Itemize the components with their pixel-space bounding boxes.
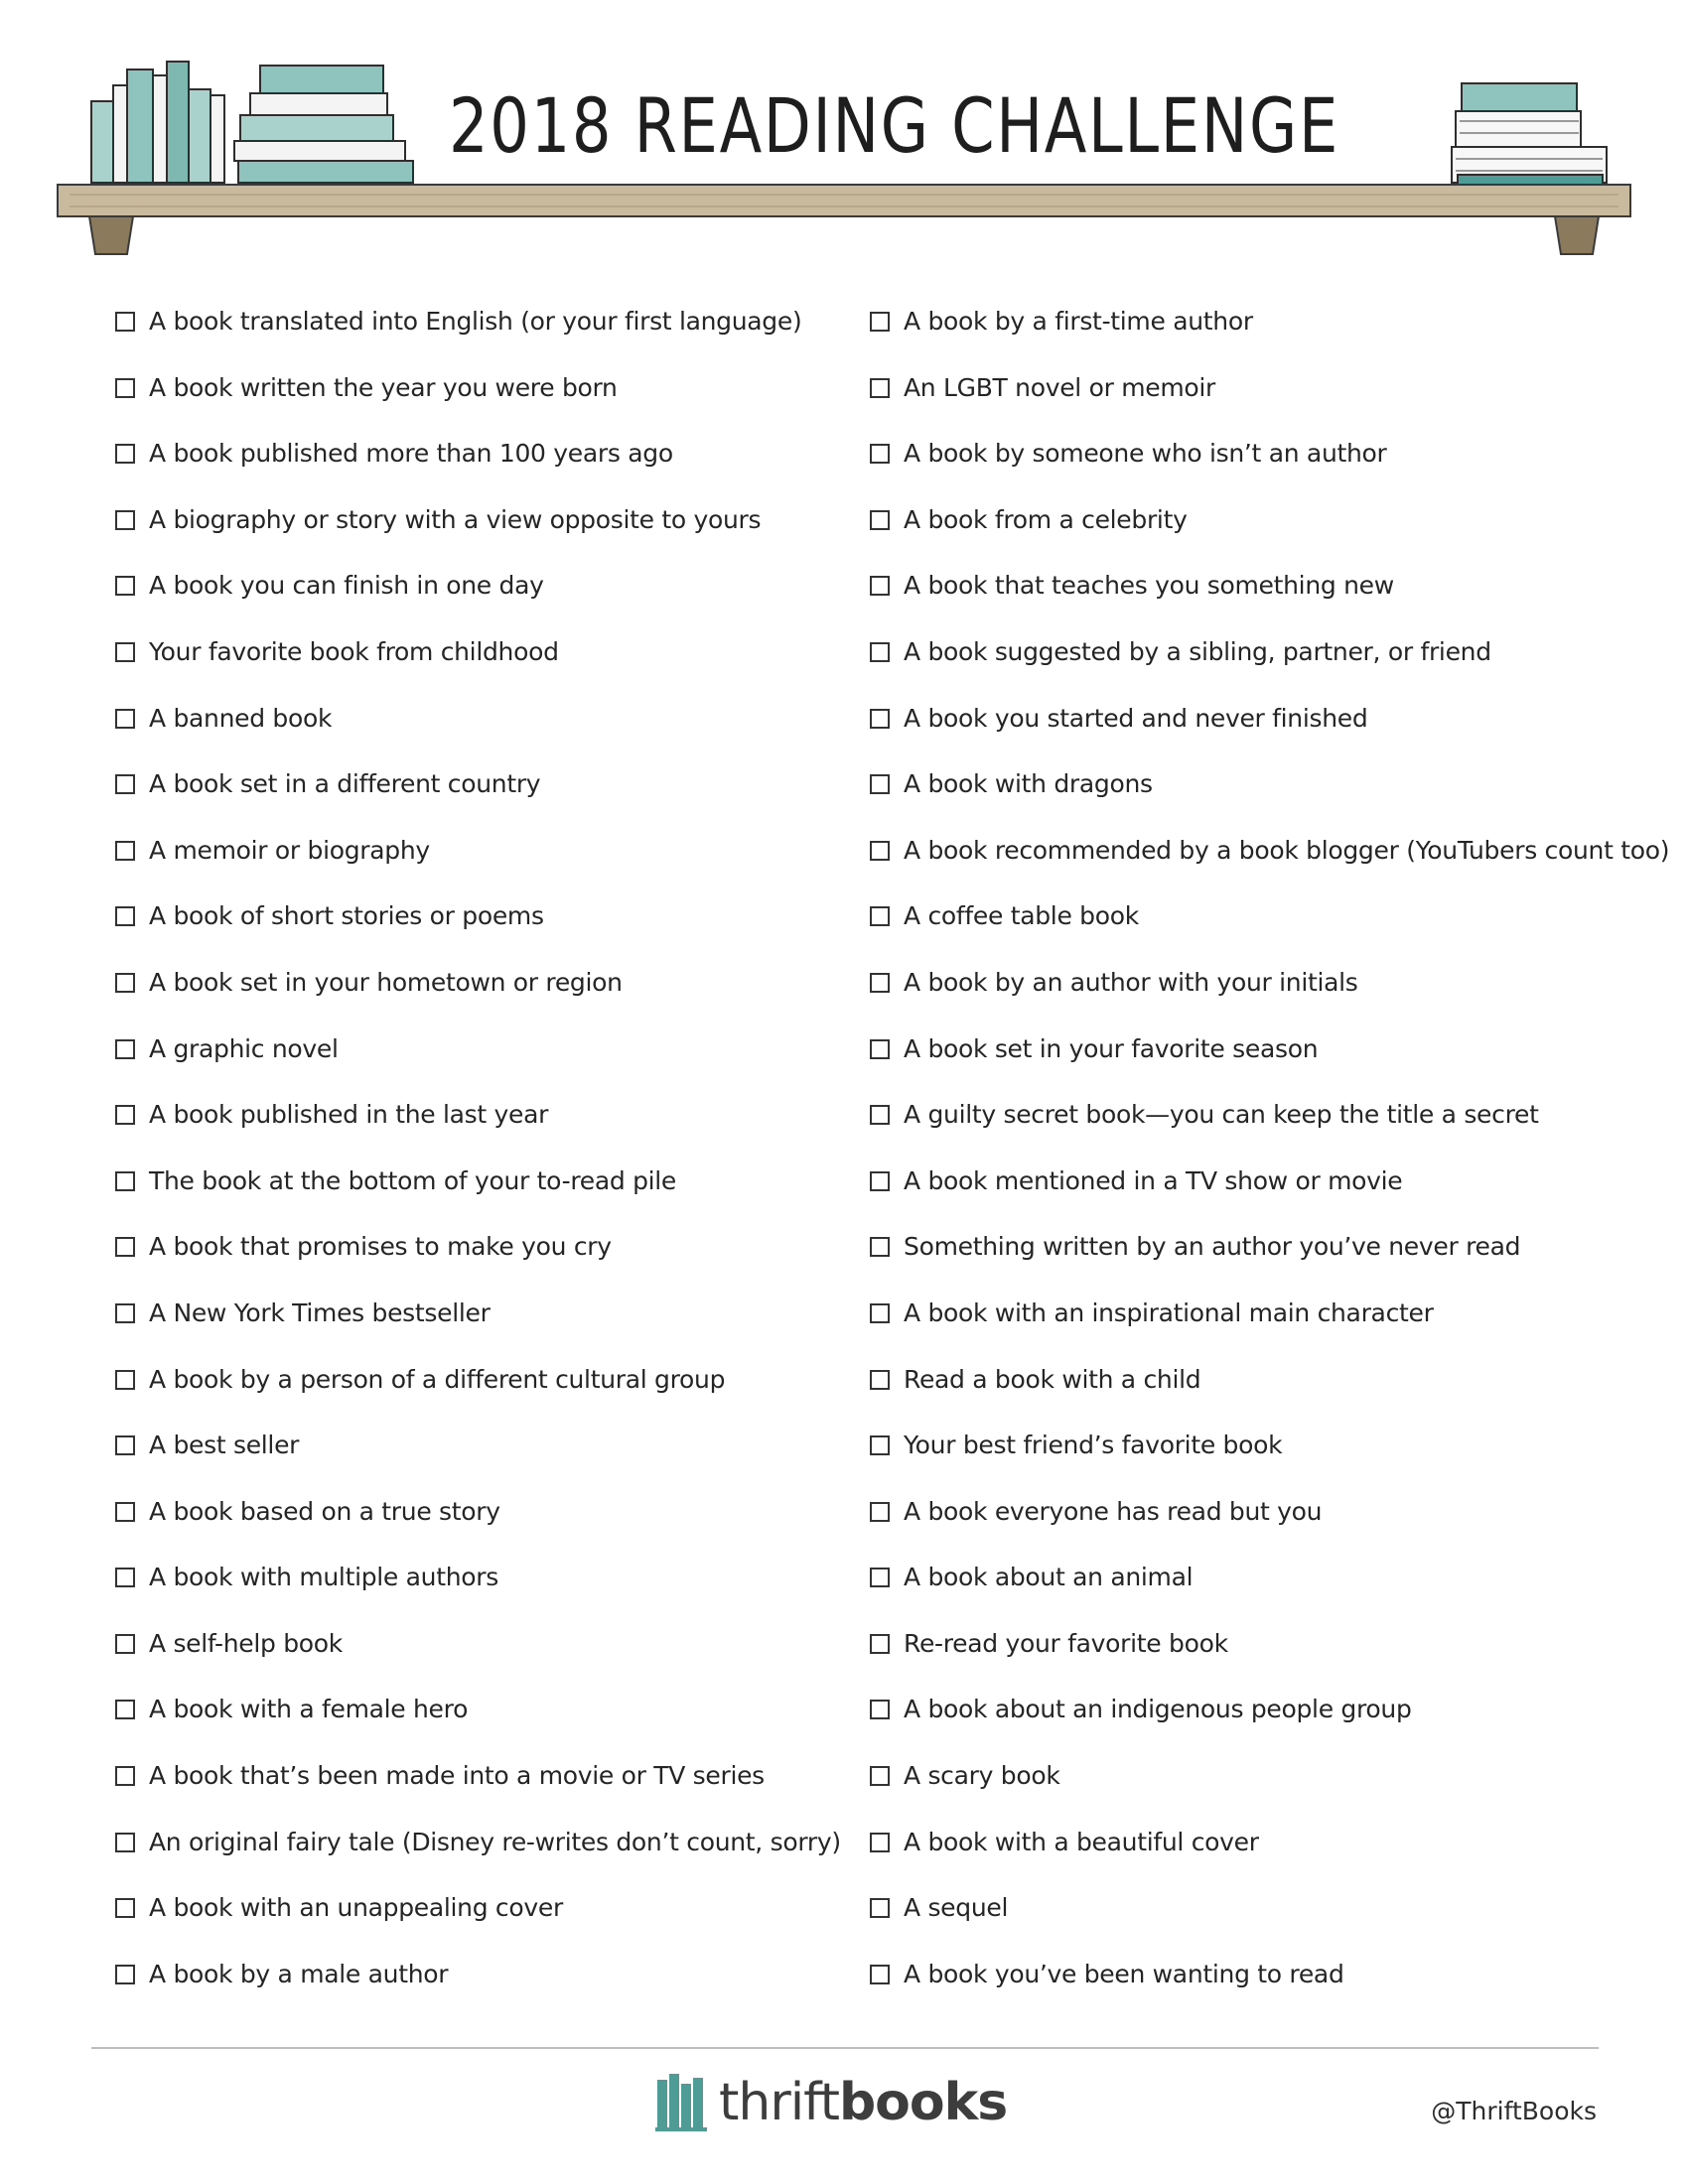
checklist-item-label: A book that promises to make you cry bbox=[149, 1232, 612, 1262]
checklist-item bbox=[115, 1750, 870, 1817]
checklist-item bbox=[870, 1684, 1624, 1750]
checklist-item-label: A book you started and never finished bbox=[904, 703, 1368, 733]
checkbox[interactable] bbox=[870, 1898, 890, 1918]
checkbox[interactable] bbox=[870, 1634, 890, 1654]
checklist-item-label: Read a book with a child bbox=[904, 1364, 1201, 1394]
checklist-item-label: A book by a person of a different cultural group bbox=[149, 1364, 726, 1394]
checkbox[interactable] bbox=[115, 709, 135, 729]
checklist-item-label: A coffee table book bbox=[904, 901, 1139, 931]
checklist-item bbox=[115, 1486, 870, 1553]
checklist-item-label: A scary book bbox=[904, 1761, 1060, 1791]
checklist-item bbox=[870, 428, 1624, 494]
checklist-item-label: A book you can finish in one day bbox=[149, 571, 544, 601]
checklist-item bbox=[115, 1420, 870, 1486]
checklist-item bbox=[870, 1221, 1624, 1288]
checkbox[interactable] bbox=[870, 1833, 890, 1852]
checklist-item-label: A book everyone has read but you bbox=[904, 1496, 1323, 1526]
checkbox[interactable] bbox=[115, 1965, 135, 1984]
checklist-item-label: A book set in a different country bbox=[149, 769, 541, 799]
checkbox[interactable] bbox=[115, 1039, 135, 1059]
checkbox[interactable] bbox=[115, 1105, 135, 1125]
checkbox[interactable] bbox=[870, 312, 890, 332]
checkbox[interactable] bbox=[115, 1766, 135, 1786]
checkbox[interactable] bbox=[115, 1502, 135, 1522]
stacked-books-right bbox=[1452, 83, 1607, 185]
checklist-item-label: A book you’ve been wanting to read bbox=[904, 1959, 1344, 1988]
checklist-item-label: A sequel bbox=[904, 1893, 1009, 1923]
checkbox[interactable] bbox=[115, 906, 135, 926]
checkbox[interactable] bbox=[870, 378, 890, 398]
checklist-item bbox=[870, 1156, 1624, 1222]
checklist-item-label: A book by a male author bbox=[149, 1959, 449, 1988]
checklist-item bbox=[115, 1552, 870, 1618]
checkbox[interactable] bbox=[870, 510, 890, 530]
checkbox[interactable] bbox=[870, 1700, 890, 1719]
checkbox[interactable] bbox=[870, 1039, 890, 1059]
checklist-item-label: A self-help book bbox=[149, 1628, 343, 1658]
checkbox[interactable] bbox=[870, 642, 890, 662]
checklist-item-label: Your best friend’s favorite book bbox=[904, 1431, 1283, 1460]
social-handle: @ThriftBooks bbox=[1431, 2097, 1597, 2125]
checklist-item bbox=[115, 494, 870, 561]
checklist-item bbox=[115, 560, 870, 626]
checkbox[interactable] bbox=[115, 841, 135, 861]
checklist-item-label: A book from a celebrity bbox=[904, 504, 1188, 534]
checklist-item bbox=[870, 825, 1670, 891]
checklist-item bbox=[115, 825, 870, 891]
checklist-item-label: A book suggested by a sibling, partner, or friend bbox=[904, 636, 1491, 666]
checklist-item bbox=[870, 1024, 1624, 1090]
checklist-item bbox=[115, 1817, 870, 1883]
checklist-item bbox=[870, 1420, 1624, 1486]
checkbox[interactable] bbox=[870, 1965, 890, 1984]
checklist-item-label: A book recommended by a book blogger (YouTubers count too) bbox=[904, 835, 1670, 865]
checklist-item bbox=[870, 1354, 1624, 1421]
books-logo-icon bbox=[655, 2074, 709, 2131]
checklist-item bbox=[870, 758, 1624, 825]
checkbox[interactable] bbox=[115, 1370, 135, 1390]
checklist-right-column bbox=[870, 296, 1670, 2014]
checkbox[interactable] bbox=[870, 1766, 890, 1786]
checklist-item bbox=[870, 1750, 1624, 1817]
checkbox[interactable] bbox=[870, 1105, 890, 1125]
checklist-item-label: A banned book bbox=[149, 703, 333, 733]
checkbox[interactable] bbox=[115, 1171, 135, 1191]
checklist-item bbox=[870, 296, 1624, 362]
checklist-item-label: Something written by an author you’ve never read bbox=[904, 1232, 1521, 1262]
checklist-item-label: Re-read your favorite book bbox=[904, 1628, 1228, 1658]
checklist-item bbox=[115, 1354, 870, 1421]
checklist-item bbox=[870, 890, 1624, 957]
checkbox[interactable] bbox=[115, 1568, 135, 1587]
checklist-item bbox=[115, 1949, 870, 2015]
checkbox[interactable] bbox=[870, 1502, 890, 1522]
checklist-item-label: A book with an inspirational main character bbox=[904, 1297, 1434, 1327]
checkbox[interactable] bbox=[870, 576, 890, 596]
checklist-item bbox=[870, 1882, 1624, 1949]
checkbox[interactable] bbox=[870, 1370, 890, 1390]
brand-name bbox=[719, 2073, 1007, 2132]
checkbox[interactable] bbox=[870, 1237, 890, 1257]
checklist-item bbox=[115, 1288, 870, 1354]
checklist-item-label: A memoir or biography bbox=[149, 835, 430, 865]
thriftbooks-logo bbox=[655, 2069, 1007, 2136]
checkbox[interactable] bbox=[870, 1171, 890, 1191]
checklist-item bbox=[870, 1949, 1624, 2015]
checklist-item-label: A book with a beautiful cover bbox=[904, 1827, 1259, 1856]
checklist-item bbox=[870, 1089, 1624, 1156]
checklist-item-label: An LGBT novel or memoir bbox=[904, 372, 1215, 402]
checklist-item bbox=[870, 494, 1624, 561]
checklist-item bbox=[870, 362, 1624, 429]
checkbox[interactable] bbox=[115, 1833, 135, 1852]
checklist-item bbox=[870, 1486, 1624, 1553]
checklist-item-label: A book about an animal bbox=[904, 1563, 1194, 1592]
checklist-item bbox=[870, 957, 1624, 1024]
checklist-item-label: A book with a female hero bbox=[149, 1695, 469, 1724]
checklist-item bbox=[115, 1024, 870, 1090]
checklist-item bbox=[115, 1221, 870, 1288]
header-illustration bbox=[0, 0, 1688, 268]
brand-name-part2: books bbox=[838, 2073, 1008, 2132]
checklist-item-label: A book set in your hometown or region bbox=[149, 967, 623, 997]
checklist-item bbox=[870, 693, 1624, 759]
checklist-item bbox=[115, 1882, 870, 1949]
checkbox[interactable] bbox=[870, 1435, 890, 1455]
checklist-item-label: A book mentioned in a TV show or movie bbox=[904, 1165, 1403, 1195]
checkbox[interactable] bbox=[870, 1568, 890, 1587]
checklist-item bbox=[870, 1618, 1624, 1685]
checkbox[interactable] bbox=[115, 774, 135, 794]
page-title: 2018 READING CHALLENGE bbox=[449, 81, 1340, 170]
checklist-item bbox=[115, 1089, 870, 1156]
checklist-item bbox=[115, 957, 870, 1024]
checklist-item-label: A book by an author with your initials bbox=[904, 967, 1358, 997]
checklist-item bbox=[115, 362, 870, 429]
checkbox[interactable] bbox=[115, 576, 135, 596]
checkbox[interactable] bbox=[115, 444, 135, 464]
checklist-item-label: A book translated into English (or your first language) bbox=[149, 307, 802, 336]
checkbox[interactable] bbox=[115, 1700, 135, 1719]
checklist-item-label: A biography or story with a view opposite to yours bbox=[149, 504, 762, 534]
checklist-item-label: A book about an indigenous people group bbox=[904, 1695, 1412, 1724]
checklist-item-label: A New York Times bestseller bbox=[149, 1297, 491, 1327]
checklist-item bbox=[115, 758, 870, 825]
checklist-item bbox=[115, 626, 870, 693]
checklist-item-label: A guilty secret book—you can keep the title a secret bbox=[904, 1100, 1539, 1130]
checklist-item-label: A book with multiple authors bbox=[149, 1563, 498, 1592]
checklist-item bbox=[115, 890, 870, 957]
checklist-item bbox=[115, 1684, 870, 1750]
checkbox[interactable] bbox=[870, 1303, 890, 1323]
checklist-item bbox=[115, 1156, 870, 1222]
brand-name-part1: thrift bbox=[719, 2073, 839, 2132]
checkbox[interactable] bbox=[115, 1435, 135, 1455]
checkbox[interactable] bbox=[115, 1237, 135, 1257]
stacked-books-left bbox=[234, 66, 413, 183]
checkbox[interactable] bbox=[115, 1634, 135, 1654]
checkbox[interactable] bbox=[115, 1303, 135, 1323]
checklist-item-label: A book based on a true story bbox=[149, 1496, 500, 1526]
checklist-item-label: A book set in your favorite season bbox=[904, 1033, 1319, 1063]
checkbox[interactable] bbox=[115, 642, 135, 662]
checklist-item bbox=[115, 296, 870, 362]
checkbox[interactable] bbox=[115, 973, 135, 993]
checklist-item-label: An original fairy tale (Disney re-writes don’t count, sorry) bbox=[149, 1827, 841, 1856]
checklist-item bbox=[115, 1618, 870, 1685]
upright-books bbox=[91, 62, 224, 183]
checklist-item bbox=[870, 626, 1624, 693]
footer-divider bbox=[91, 2047, 1599, 2049]
checkbox[interactable] bbox=[115, 378, 135, 398]
checklist-item-label: A book with an unappealing cover bbox=[149, 1893, 563, 1923]
checklist-item bbox=[870, 1552, 1624, 1618]
checkbox[interactable] bbox=[115, 1898, 135, 1918]
checklist-item-label: A book published in the last year bbox=[149, 1100, 549, 1130]
checkbox[interactable] bbox=[870, 774, 890, 794]
checkbox[interactable] bbox=[870, 841, 890, 861]
checklist-item bbox=[115, 693, 870, 759]
checkbox[interactable] bbox=[115, 312, 135, 332]
checkbox[interactable] bbox=[870, 906, 890, 926]
checklist-item-label: A book with dragons bbox=[904, 769, 1153, 799]
checkbox[interactable] bbox=[870, 444, 890, 464]
checklist-item bbox=[870, 1288, 1624, 1354]
checklist-item-label: A book by a first-time author bbox=[904, 307, 1253, 336]
checklist-item-label: The book at the bottom of your to-read pile bbox=[149, 1165, 677, 1195]
checkbox[interactable] bbox=[115, 510, 135, 530]
checklist-item-label: Your favorite book from childhood bbox=[149, 636, 559, 666]
checklist-left-column bbox=[115, 296, 870, 2014]
checklist-item-label: A book by someone who isn’t an author bbox=[904, 439, 1387, 469]
checklist-item-label: A book of short stories or poems bbox=[149, 901, 544, 931]
checklist-item-label: A book written the year you were born bbox=[149, 372, 618, 402]
checklist-item-label: A graphic novel bbox=[149, 1033, 339, 1063]
checkbox[interactable] bbox=[870, 973, 890, 993]
checklist-item-label: A book that teaches you something new bbox=[904, 571, 1394, 601]
checkbox[interactable] bbox=[870, 709, 890, 729]
checklist-item-label: A book published more than 100 years ago bbox=[149, 439, 673, 469]
checklist-item-label: A best seller bbox=[149, 1431, 300, 1460]
checklist-item-label: A book that’s been made into a movie or TV series bbox=[149, 1761, 765, 1791]
checklist-item bbox=[115, 428, 870, 494]
checklist-item bbox=[870, 560, 1624, 626]
checklist-item bbox=[870, 1817, 1624, 1883]
